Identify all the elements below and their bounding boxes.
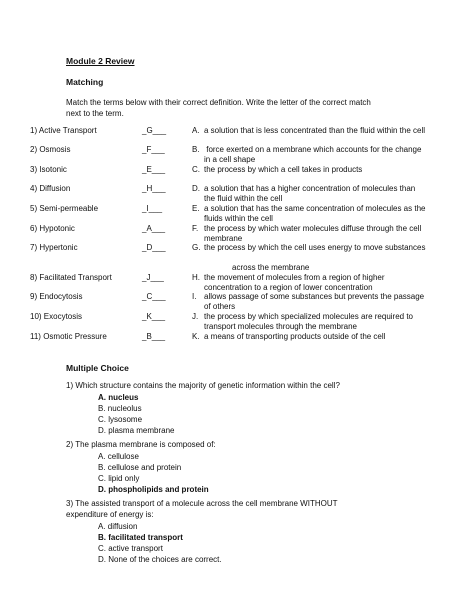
term-label: 11) Osmotic Pressure: [30, 332, 107, 341]
answer-blank: _E___: [142, 165, 166, 174]
answer-option: C. lipid only: [98, 474, 140, 483]
question-3-line2: expenditure of energy is:: [66, 510, 154, 519]
definition-continuation: the fluid within the cell: [204, 194, 283, 203]
definition: [192, 204, 452, 224]
definition-text: the movement of molecules from a region of higher: [204, 273, 385, 282]
definition-text: the process by which a cell takes in products: [204, 165, 363, 174]
definition-letter: C.: [192, 165, 200, 174]
page-title: Module 2 Review: [66, 56, 135, 66]
definition-continuation: in a cell shape: [204, 155, 256, 164]
answer-blank: _J___: [142, 273, 164, 282]
answer-option-correct: A. nucleus: [98, 393, 139, 402]
definition: [192, 184, 452, 204]
definition-letter: E.: [192, 204, 200, 213]
definition-continuation: of others: [204, 302, 236, 311]
definition-text: the process by which specialized molecules are required to: [204, 312, 413, 321]
definition-continuation: transport molecules through the membrane: [204, 322, 357, 331]
definition-letter: J.: [192, 312, 199, 321]
answer-option: B. cellulose and protein: [98, 463, 182, 472]
definition-text: a solution that has the same concentration of molecules as the: [204, 204, 426, 213]
definition: [192, 224, 452, 244]
term-label: 8) Facilitated Transport: [30, 273, 112, 282]
answer-blank: _K___: [142, 312, 166, 321]
definition: [192, 165, 452, 175]
definition-letter: A.: [192, 126, 200, 135]
definition: [192, 273, 452, 293]
term-label: 7) Hypertonic: [30, 243, 78, 252]
answer-blank: _I___: [142, 204, 163, 213]
definition-continuation: fluids within the cell: [204, 214, 273, 223]
term-label: 5) Semi-permeable: [30, 204, 99, 213]
definition: [192, 292, 452, 312]
answer-blank: _C___: [142, 292, 166, 301]
answer-option: C. lysosome: [98, 415, 143, 424]
definition-letter: F.: [192, 224, 199, 233]
definition: [192, 332, 452, 342]
question-3-line1: 3) The assisted transport of a molecule across the cell membrane WITHOUT: [66, 499, 338, 508]
definition-letter: G.: [192, 243, 201, 252]
definition-letter: D.: [192, 184, 200, 193]
matching-instructions-line2: next to the term.: [66, 109, 124, 118]
question-1: 1) Which structure contains the majority of genetic information within the cell?: [66, 381, 340, 390]
answer-blank: _H___: [142, 184, 166, 193]
answer-option: D. plasma membrane: [98, 426, 175, 435]
definition: [192, 145, 452, 165]
term-label: 2) Osmosis: [30, 145, 71, 154]
answer-option: C. active transport: [98, 544, 163, 553]
answer-blank: _G___: [142, 126, 167, 135]
answer-blank: _B___: [142, 332, 166, 341]
definition: [192, 243, 452, 253]
answer-option-correct: D. phospholipids and protein: [98, 485, 209, 494]
answer-option: B. nucleolus: [98, 404, 142, 413]
matching-heading: Matching: [66, 77, 104, 87]
question-2: 2) The plasma membrane is composed of:: [66, 440, 216, 449]
definition: [192, 126, 452, 136]
definition-letter: H.: [192, 273, 200, 282]
definition-continuation: membrane: [204, 234, 243, 243]
answer-option: A. diffusion: [98, 522, 138, 531]
answer-blank: _A___: [142, 224, 166, 233]
answer-option: D. None of the choices are correct.: [98, 555, 222, 564]
definition-text: a solution that has a higher concentration of molecules than: [204, 184, 416, 193]
matching-instructions-line1: Match the terms below with their correct definition. Write the letter of the correct match: [66, 98, 371, 107]
definition-text: the process by which water molecules diffuse through the cell: [204, 224, 422, 233]
definition-continuation: across the membrane: [232, 263, 310, 272]
definition-text: the process by which the cell uses energy to move substances: [204, 243, 426, 252]
definition-text: a solution that is less concentrated than the fluid within the cell: [204, 126, 426, 135]
answer-blank: _F___: [142, 145, 165, 154]
definition-letter: K.: [192, 332, 200, 341]
term-label: 9) Endocytosis: [30, 292, 83, 301]
term-label: 4) Diffusion: [30, 184, 71, 193]
definition-text: a means of transporting products outside of the cell: [204, 332, 386, 341]
definition-continuation: concentration to a region of lower concentration: [204, 283, 373, 292]
definition-letter: B.: [192, 145, 200, 154]
term-label: 3) Isotonic: [30, 165, 67, 174]
answer-option-correct: B. facilitated transport: [98, 533, 183, 542]
definition: [192, 312, 452, 332]
term-label: 6) Hypotonic: [30, 224, 75, 233]
definition-text: allows passage of some substances but prevents the passage: [204, 292, 425, 301]
definition-text: force exerted on a membrane which accounts for the change: [204, 145, 422, 154]
answer-blank: _D___: [142, 243, 166, 252]
term-label: 10) Exocytosis: [30, 312, 83, 321]
answer-option: A. cellulose: [98, 452, 139, 461]
definition-letter: I.: [192, 292, 197, 301]
multiple-choice-heading: Multiple Choice: [66, 363, 129, 373]
term-label: 1) Active Transport: [30, 126, 97, 135]
